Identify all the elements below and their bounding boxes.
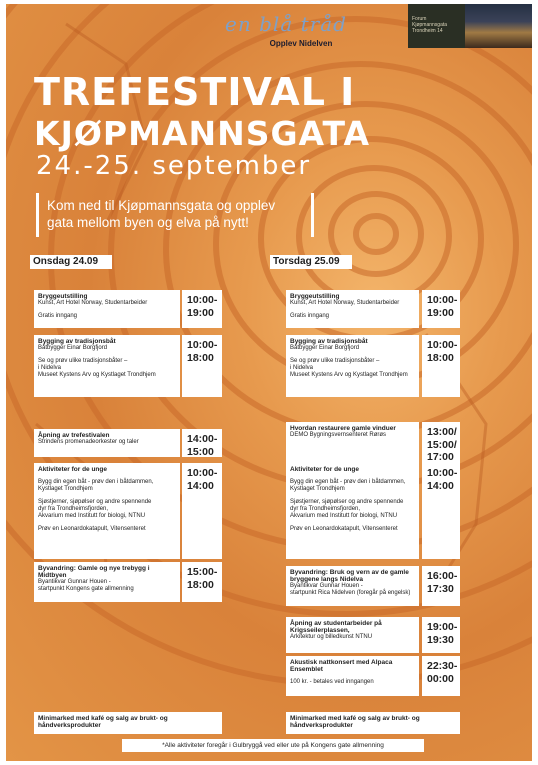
thu-event-6 <box>286 617 419 653</box>
event-detail: Prøv en Leonardokatapult, Vitensenteret <box>290 526 398 532</box>
event-detail: i Nidelva <box>38 365 62 371</box>
thu-event-8 <box>286 712 460 734</box>
event-detail: Se og prøv ulike tradisjonsbåter – <box>290 358 380 364</box>
title-line-2: KJØPMANNSGATA <box>34 114 371 153</box>
thu-event-1 <box>286 290 419 328</box>
event-title: Bygging av tradisjonsbåt <box>290 338 368 345</box>
wed-event-5 <box>34 562 180 602</box>
event-title: Bygging av tradisjonsbåt <box>38 338 116 345</box>
wed-event-1 <box>34 290 180 328</box>
logo-subtitle: Opplev Nidelven <box>269 39 333 48</box>
event-detail: Prøv en Leonardokatapult, Vitensenteret <box>38 526 146 532</box>
event-time: 10:00- 18:00 <box>422 335 460 397</box>
event-detail: Bygg din egen båt - prøv den i båtdammen, <box>38 479 154 485</box>
event-detail: dyr fra Trondheimsfjorden, <box>290 506 361 512</box>
title-line-1: TREFESTIVAL I <box>34 70 356 114</box>
event-time: 15:00- 18:00 <box>182 562 222 602</box>
event-detail: 100 kr. - betales ved inngangen <box>290 679 374 685</box>
event-detail: Kystlaget Trondhjem <box>290 486 345 492</box>
wed-event-4 <box>34 463 180 559</box>
event-detail: Akvarium med Institutt for biologi, NTNU <box>290 513 398 519</box>
poster <box>6 4 532 761</box>
event-time: 16:00- 17:30 <box>422 566 460 606</box>
event-time: 10:00- 19:00 <box>422 290 460 328</box>
wednesday-heading: Onsdag 24.09 <box>30 255 112 269</box>
event-title: Minimarked med kafé og salg av brukt- og håndverksprodukter <box>38 715 168 729</box>
partner-text: Forum Kjøpmannsgata Trondheim 14 <box>412 16 448 34</box>
event-time: 19:00- 19:30 <box>422 617 460 653</box>
event-detail: Byantikvar Gunnar Houen - <box>38 579 111 585</box>
event-detail: Sjøstjerner, sjøpølser og andre spennende <box>290 499 404 505</box>
event-detail: Gratis inngang <box>38 313 78 319</box>
event-time: 14:00- 15:00 <box>182 429 222 457</box>
event-detail: Byantikvar Gunnar Houen - <box>290 583 363 589</box>
event-detail: Båtbygger Einar Borgfjord <box>38 345 108 351</box>
event-time: 13:00/ 15:00/ 17:00 <box>422 422 460 464</box>
event-detail: Kunst, Art Hotel Norway, Studentarbeider <box>290 300 400 306</box>
event-detail: Arkitektur og billedkunst NTNU <box>290 634 373 640</box>
festival-dates: 24.-25. september <box>36 151 312 181</box>
event-detail: Kunst, Art Hotel Norway, Studentarbeider <box>38 300 148 306</box>
event-time: 10:00- 14:00 <box>422 463 460 559</box>
event-detail: Bygg din egen båt - prøv den i båtdammen, <box>290 479 406 485</box>
thu-event-3 <box>286 422 419 464</box>
event-title: Byvandring: Gamle og nye trebygg i Midtbyen <box>38 565 150 579</box>
wed-event-3 <box>34 429 180 457</box>
event-detail: startpunkt Rica Nidelven (foregår på engelsk) <box>290 590 411 596</box>
thu-event-2 <box>286 335 419 397</box>
event-detail: startpunkt Kongens gate allmenning <box>38 586 134 592</box>
event-detail: Kystlaget Trondhjem <box>38 486 93 492</box>
event-detail: Akvarium med Institutt for biologi, NTNU <box>38 513 146 519</box>
city-photo <box>465 4 532 48</box>
event-time: 10:00- 19:00 <box>182 290 222 328</box>
event-title: Akustisk nattkonsert med Alpaca Ensemblet <box>290 659 393 673</box>
event-title: Åpning av trefestivalen <box>38 432 110 439</box>
event-title: Minimarked med kafé og salg av brukt- og håndverksprodukter <box>290 715 420 729</box>
event-title: Hvordan restaurere gamle vinduer <box>290 425 396 432</box>
event-detail: Se og prøv ulike tradisjonsbåter – <box>38 358 128 364</box>
event-detail: i Nidelva <box>290 365 314 371</box>
event-detail: dyr fra Trondheimsfjorden, <box>38 506 109 512</box>
event-detail: Museet Kystens Arv og Kystlaget Trondhjem <box>38 372 156 378</box>
event-time: 22:30- 00:00 <box>422 656 460 696</box>
event-title: Aktiviteter for de unge <box>38 466 107 473</box>
event-time: 10:00- 18:00 <box>182 335 222 397</box>
intro-text: Kom ned til Kjøpmannsgata og opplev gata mellom byen og elva på nytt! <box>36 193 314 237</box>
event-detail: Strindens promenadeorkester og taler <box>38 439 139 445</box>
thu-event-5 <box>286 566 419 606</box>
event-title: Aktiviteter for de unge <box>290 466 359 473</box>
footnote: *Alle aktiviteter foregår i Gulbryggå ved eller ute på Kongens gate allmenning <box>122 739 424 752</box>
partner-logo <box>408 4 532 48</box>
thu-event-7 <box>286 656 419 696</box>
logo: en blå tråd <box>225 12 347 36</box>
wed-event-2 <box>34 335 180 397</box>
thu-event-4 <box>286 463 419 559</box>
event-title: Bryggeutstilling <box>290 293 340 300</box>
event-title: Åpning av studentarbeider på Krigsseilerplassen, <box>290 620 382 634</box>
event-title: Byvandring: Bruk og vern av de gamle bryggene langs Nidelva <box>290 569 409 583</box>
event-detail: Sjøstjerner, sjøpølser og andre spennende <box>38 499 152 505</box>
event-detail: DEMO Bygningsvernsenteret Rørøs <box>290 432 387 438</box>
event-time: 10:00- 14:00 <box>182 463 222 559</box>
event-detail: Museet Kystens Arv og Kystlaget Trondhjem <box>290 372 408 378</box>
event-detail: Gratis inngang <box>290 313 330 319</box>
wed-event-6 <box>34 712 222 734</box>
thursday-heading: Torsdag 25.09 <box>270 255 352 269</box>
event-detail: Båtbygger Einar Borgfjord <box>290 345 360 351</box>
event-title: Bryggeutstilling <box>38 293 88 300</box>
